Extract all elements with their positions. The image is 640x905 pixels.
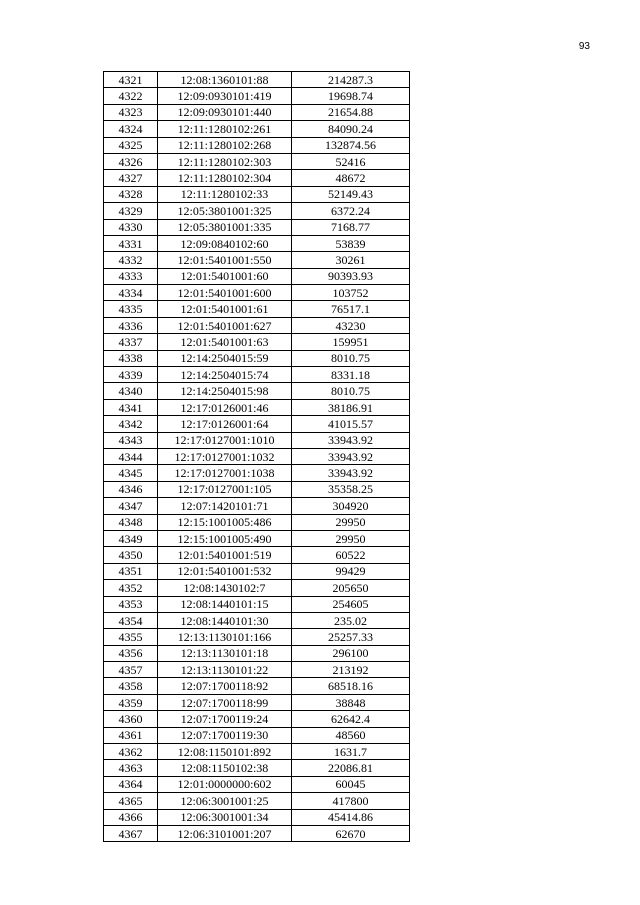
table-row [104,711,410,727]
table-row [104,72,410,88]
row-number-cell: 4345 [104,465,158,481]
table-row [104,514,410,530]
value-cell: 53839 [292,235,410,251]
row-number-cell: 4364 [104,776,158,792]
table-row [104,727,410,743]
value-cell: 6372.24 [292,203,410,219]
row-number-cell: 4351 [104,563,158,579]
table-row [104,121,410,137]
row-number-cell: 4339 [104,367,158,383]
cadastral-number-cell: 12:14:2504015:98 [158,383,292,399]
table-row [104,694,410,710]
value-cell: 7168.77 [292,219,410,235]
cadastral-number-cell: 12:07:1700119:30 [158,727,292,743]
cadastral-number-cell: 12:11:1280102:303 [158,153,292,169]
value-cell: 29950 [292,514,410,530]
table-row [104,153,410,169]
value-cell: 33943.92 [292,465,410,481]
value-cell: 29950 [292,530,410,546]
value-cell: 38848 [292,694,410,710]
cadastral-number-cell: 12:15:1001005:486 [158,514,292,530]
cadastral-number-cell: 12:17:0127001:1032 [158,448,292,464]
value-cell: 103752 [292,285,410,301]
cadastral-number-cell: 12:01:0000000:602 [158,776,292,792]
value-cell: 21654.88 [292,104,410,120]
table-row [104,383,410,399]
cadastral-number-cell: 12:06:3001001:34 [158,809,292,825]
cadastral-number-cell: 12:08:1150101:892 [158,744,292,760]
cadastral-number-cell: 12:01:5401001:519 [158,547,292,563]
records-table-body [104,72,410,842]
cadastral-number-cell: 12:06:3001001:25 [158,793,292,809]
value-cell: 1631.7 [292,744,410,760]
row-number-cell: 4360 [104,711,158,727]
table-row [104,612,410,628]
row-number-cell: 4330 [104,219,158,235]
cadastral-number-cell: 12:11:1280102:33 [158,186,292,202]
cadastral-number-cell: 12:08:1440101:30 [158,612,292,628]
records-table [103,71,410,842]
row-number-cell: 4322 [104,88,158,104]
table-row [104,580,410,596]
row-number-cell: 4357 [104,662,158,678]
value-cell: 254605 [292,596,410,612]
row-number-cell: 4327 [104,170,158,186]
row-number-cell: 4329 [104,203,158,219]
row-number-cell: 4344 [104,448,158,464]
row-number-cell: 4354 [104,612,158,628]
value-cell: 8010.75 [292,350,410,366]
row-number-cell: 4355 [104,629,158,645]
value-cell: 52416 [292,153,410,169]
value-cell: 76517.1 [292,301,410,317]
row-number-cell: 4343 [104,432,158,448]
table-row [104,744,410,760]
value-cell: 45414.86 [292,809,410,825]
row-number-cell: 4333 [104,268,158,284]
table-row [104,186,410,202]
cadastral-number-cell: 12:08:1150102:38 [158,760,292,776]
cadastral-number-cell: 12:13:1130101:22 [158,662,292,678]
row-number-cell: 4353 [104,596,158,612]
row-number-cell: 4341 [104,399,158,415]
row-number-cell: 4346 [104,481,158,497]
row-number-cell: 4362 [104,744,158,760]
cadastral-number-cell: 12:11:1280102:268 [158,137,292,153]
cadastral-number-cell: 12:17:0127001:105 [158,481,292,497]
table-row [104,678,410,694]
table-row [104,317,410,333]
cadastral-number-cell: 12:11:1280102:304 [158,170,292,186]
table-row [104,350,410,366]
table-row [104,88,410,104]
value-cell: 8010.75 [292,383,410,399]
row-number-cell: 4359 [104,694,158,710]
cadastral-number-cell: 12:08:1430102:7 [158,580,292,596]
cadastral-number-cell: 12:15:1001005:490 [158,530,292,546]
table-row [104,252,410,268]
value-cell: 417800 [292,793,410,809]
cadastral-number-cell: 12:17:0126001:46 [158,399,292,415]
value-cell: 84090.24 [292,121,410,137]
table-row [104,367,410,383]
cadastral-number-cell: 12:01:5401001:61 [158,301,292,317]
row-number-cell: 4363 [104,760,158,776]
row-number-cell: 4365 [104,793,158,809]
value-cell: 205650 [292,580,410,596]
cadastral-number-cell: 12:07:1700118:92 [158,678,292,694]
table-row [104,334,410,350]
table-row [104,645,410,661]
cadastral-number-cell: 12:01:5401001:627 [158,317,292,333]
cadastral-number-cell: 12:01:5401001:532 [158,563,292,579]
row-number-cell: 4335 [104,301,158,317]
table-row [104,219,410,235]
row-number-cell: 4336 [104,317,158,333]
value-cell: 296100 [292,645,410,661]
value-cell: 90393.93 [292,268,410,284]
value-cell: 68518.16 [292,678,410,694]
table-row [104,760,410,776]
value-cell: 132874.56 [292,137,410,153]
value-cell: 48560 [292,727,410,743]
row-number-cell: 4367 [104,825,158,841]
cadastral-number-cell: 12:01:5401001:60 [158,268,292,284]
cadastral-number-cell: 12:08:1360101:88 [158,72,292,88]
cadastral-number-cell: 12:09:0930101:440 [158,104,292,120]
value-cell: 41015.57 [292,416,410,432]
table-row [104,137,410,153]
value-cell: 213192 [292,662,410,678]
table-row [104,498,410,514]
value-cell: 25257.33 [292,629,410,645]
row-number-cell: 4352 [104,580,158,596]
row-number-cell: 4325 [104,137,158,153]
cadastral-number-cell: 12:07:1420101:71 [158,498,292,514]
value-cell: 214287.3 [292,72,410,88]
value-cell: 60522 [292,547,410,563]
cadastral-number-cell: 12:01:5401001:63 [158,334,292,350]
table-row [104,203,410,219]
cadastral-number-cell: 12:01:5401001:600 [158,285,292,301]
value-cell: 33943.92 [292,448,410,464]
table-row [104,170,410,186]
value-cell: 99429 [292,563,410,579]
row-number-cell: 4337 [104,334,158,350]
row-number-cell: 4323 [104,104,158,120]
cadastral-number-cell: 12:17:0127001:1038 [158,465,292,481]
row-number-cell: 4358 [104,678,158,694]
table-row [104,104,410,120]
value-cell: 235.02 [292,612,410,628]
cadastral-number-cell: 12:11:1280102:261 [158,121,292,137]
table-row [104,530,410,546]
row-number-cell: 4340 [104,383,158,399]
value-cell: 35358.25 [292,481,410,497]
cadastral-number-cell: 12:01:5401001:550 [158,252,292,268]
cadastral-number-cell: 12:05:3801001:335 [158,219,292,235]
table-row [104,793,410,809]
table-row [104,432,410,448]
table-row [104,301,410,317]
row-number-cell: 4331 [104,235,158,251]
cadastral-number-cell: 12:07:1700119:24 [158,711,292,727]
table-row [104,465,410,481]
value-cell: 60045 [292,776,410,792]
row-number-cell: 4338 [104,350,158,366]
row-number-cell: 4366 [104,809,158,825]
cadastral-number-cell: 12:17:0126001:64 [158,416,292,432]
value-cell: 159951 [292,334,410,350]
table-row [104,399,410,415]
row-number-cell: 4350 [104,547,158,563]
table-row [104,448,410,464]
row-number-cell: 4324 [104,121,158,137]
cadastral-number-cell: 12:09:0930101:419 [158,88,292,104]
cadastral-number-cell: 12:14:2504015:74 [158,367,292,383]
page-number: 93 [578,41,590,52]
row-number-cell: 4347 [104,498,158,514]
table-row [104,235,410,251]
value-cell: 38186.91 [292,399,410,415]
value-cell: 52149.43 [292,186,410,202]
table-row [104,776,410,792]
row-number-cell: 4356 [104,645,158,661]
row-number-cell: 4348 [104,514,158,530]
cadastral-number-cell: 12:07:1700118:99 [158,694,292,710]
row-number-cell: 4349 [104,530,158,546]
value-cell: 304920 [292,498,410,514]
cadastral-number-cell: 12:13:1130101:18 [158,645,292,661]
row-number-cell: 4326 [104,153,158,169]
cadastral-number-cell: 12:09:0840102:60 [158,235,292,251]
row-number-cell: 4321 [104,72,158,88]
cadastral-number-cell: 12:05:3801001:325 [158,203,292,219]
cadastral-number-cell: 12:14:2504015:59 [158,350,292,366]
cadastral-number-cell: 12:06:3101001:207 [158,825,292,841]
value-cell: 19698.74 [292,88,410,104]
table-row [104,563,410,579]
value-cell: 30261 [292,252,410,268]
value-cell: 33943.92 [292,432,410,448]
row-number-cell: 4361 [104,727,158,743]
table-row [104,596,410,612]
table-row [104,285,410,301]
value-cell: 62670 [292,825,410,841]
table-row [104,809,410,825]
table-row [104,481,410,497]
cadastral-number-cell: 12:13:1130101:166 [158,629,292,645]
table-row [104,662,410,678]
value-cell: 48672 [292,170,410,186]
table-row [104,416,410,432]
cadastral-number-cell: 12:08:1440101:15 [158,596,292,612]
cadastral-number-cell: 12:17:0127001:1010 [158,432,292,448]
row-number-cell: 4328 [104,186,158,202]
row-number-cell: 4332 [104,252,158,268]
row-number-cell: 4342 [104,416,158,432]
table-row [104,629,410,645]
table-row [104,547,410,563]
row-number-cell: 4334 [104,285,158,301]
value-cell: 22086.81 [292,760,410,776]
value-cell: 43230 [292,317,410,333]
value-cell: 62642.4 [292,711,410,727]
table-row [104,268,410,284]
value-cell: 8331.18 [292,367,410,383]
table-row [104,825,410,841]
